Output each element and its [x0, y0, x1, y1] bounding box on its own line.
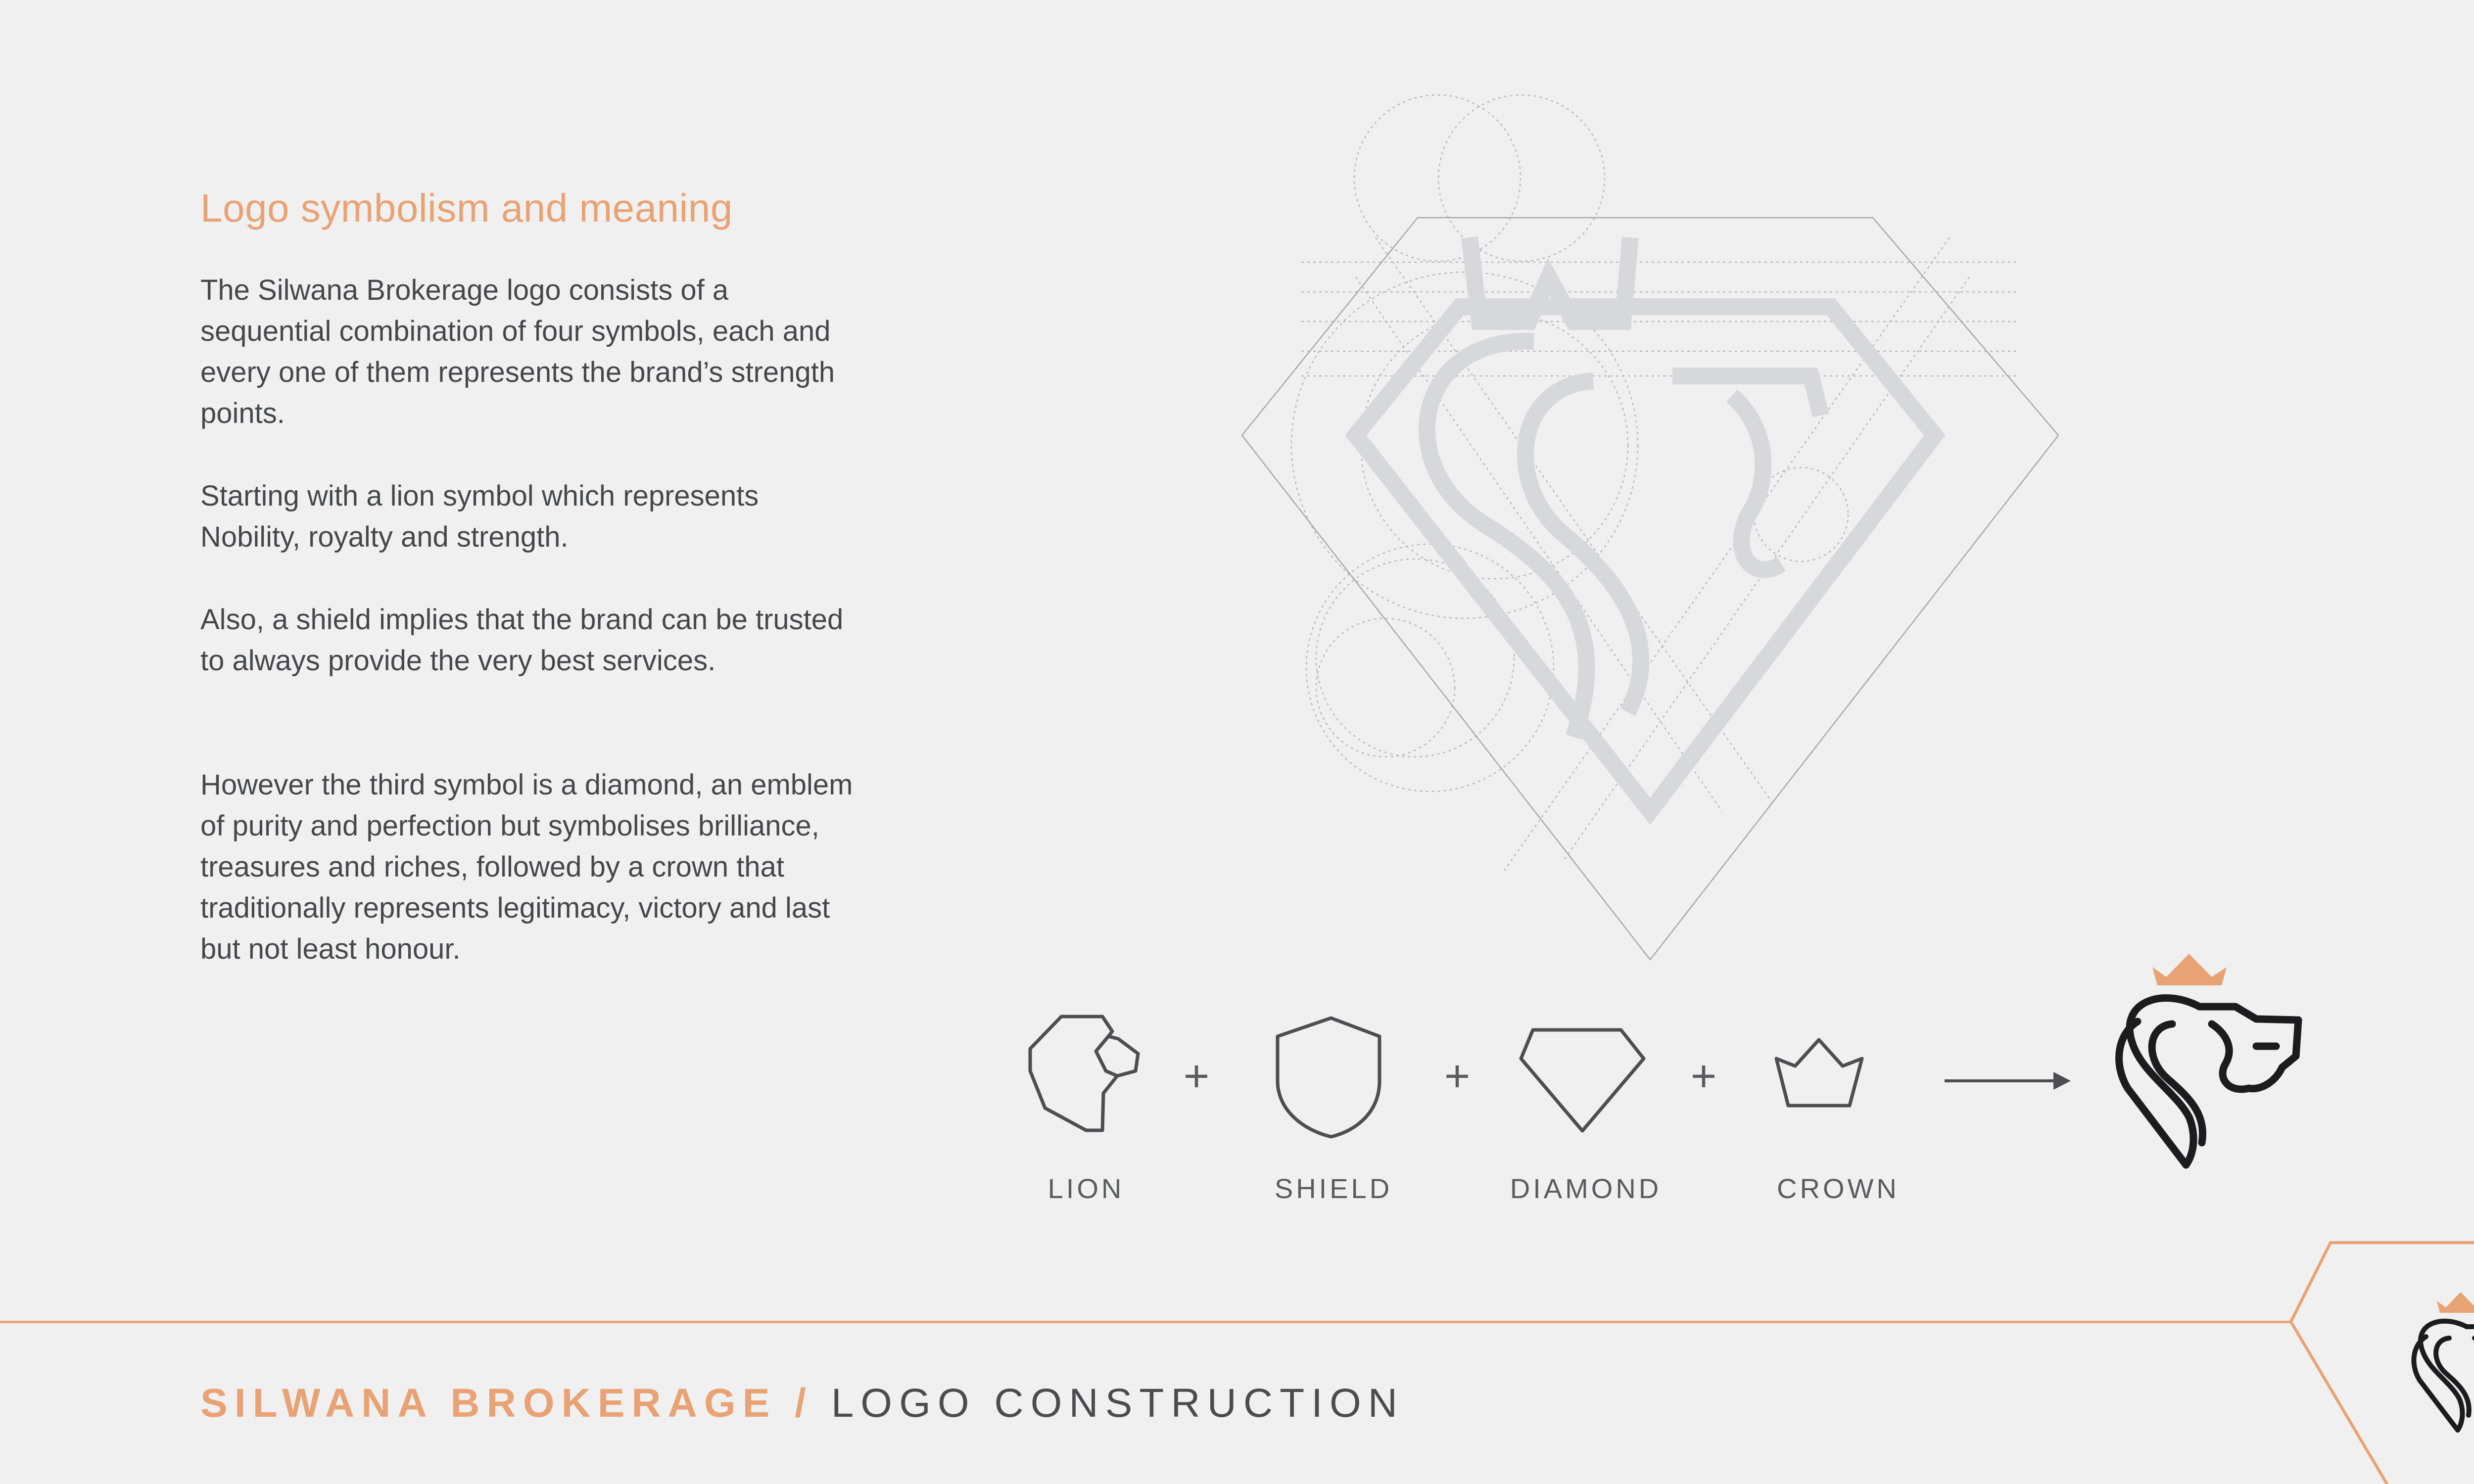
footer-logo-lion-icon: [2414, 1321, 2474, 1430]
plus-sign: +: [1444, 1052, 1471, 1101]
logo-crown-icon: [2152, 954, 2227, 985]
arrow-right-icon: [1945, 1072, 2071, 1090]
footer-logo-crown-icon: [2437, 1292, 2474, 1313]
symbol-label-lion: LION: [1047, 1173, 1125, 1204]
guide-circle-s-tail: [1316, 618, 1455, 757]
paragraph-shield: Also, a shield implies that the brand can be trusted to always provide the very best services.: [200, 603, 844, 677]
symbol-label-diamond: DIAMOND: [1510, 1173, 1662, 1204]
symbol-label-crown: CROWN: [1777, 1173, 1900, 1204]
lion-outline-icon: [1030, 1017, 1138, 1130]
footer-diamond-frame: [2291, 1243, 2474, 1484]
logo-construction-grid: [1227, 89, 2078, 970]
footer-separator: /: [776, 1381, 831, 1426]
diamond-icon: [1521, 1030, 1644, 1131]
shield-icon: [1278, 1018, 1380, 1137]
paragraph-intro: The Silwana Brokerage logo consists of a sequential combination of four symbols, each and every one of them represents the brand’s strength points.: [200, 274, 835, 429]
symbol-label-shield: SHIELD: [1274, 1173, 1393, 1204]
paragraph-diamond-crown: However the third symbol is a diamond, an emblem of purity and perfection but symbolises brilliance, treasures and riches, followed by a crown that traditionally represents legitimacy, victory and last but not least honour.: [200, 769, 853, 965]
crown-icon: [1776, 1040, 1862, 1106]
section-heading: Logo symbolism and meaning: [200, 186, 733, 230]
ghost-lion-face: [1732, 396, 1781, 570]
footer-brand: SILWANA BROKERAGE: [200, 1381, 777, 1426]
logo-lion-icon: [2119, 998, 2298, 1165]
footer-divider: [0, 1321, 2291, 1323]
paragraph-lion: Starting with a lion symbol which represents Nobility, royalty and strength.: [200, 480, 759, 553]
guide-circle-s-lower-outer: [1306, 544, 1554, 791]
plus-sign: +: [1690, 1052, 1717, 1101]
plus-sign: +: [1183, 1052, 1210, 1101]
footer-logo: [2414, 1292, 2474, 1430]
guide-circle-crown-right: [1438, 95, 1605, 261]
silwana-lion-crown-logo: [2119, 954, 2298, 1165]
footer-section-name: LOGO CONSTRUCTION: [831, 1381, 1404, 1426]
guide-outer-diamond: [1242, 218, 2058, 960]
footer-title: [200, 1380, 1404, 1427]
guide-line-d4: [1504, 237, 1950, 871]
guide-circle-crown-left: [1354, 95, 1521, 261]
